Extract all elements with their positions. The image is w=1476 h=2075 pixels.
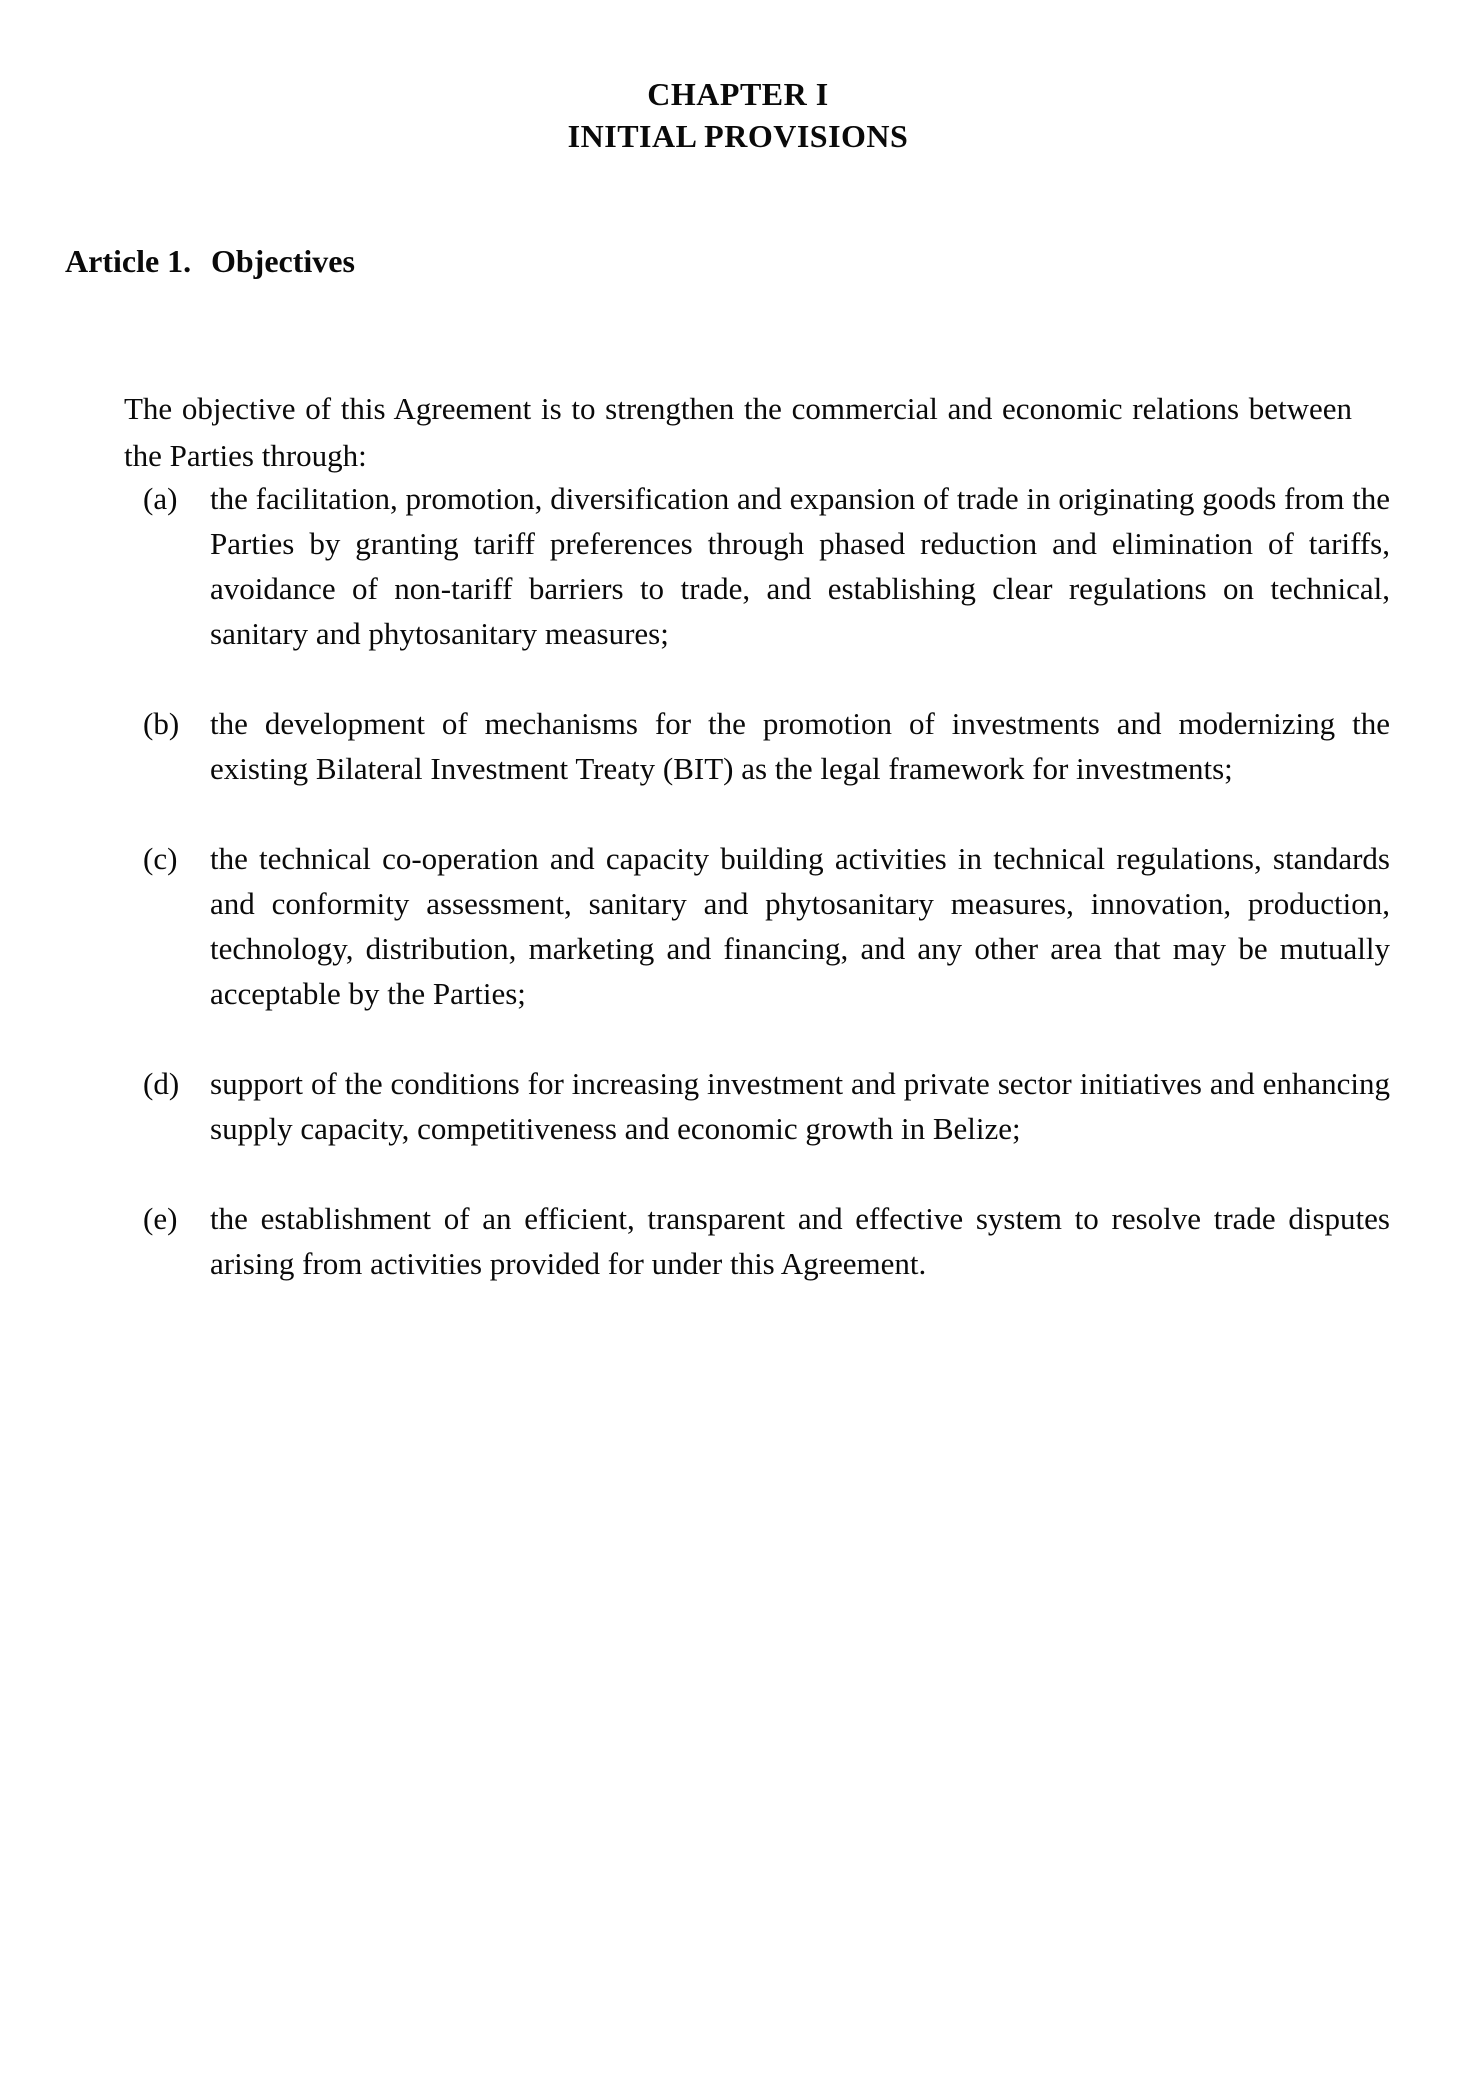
chapter-heading: CHAPTER I	[647, 76, 829, 112]
objective-label: (a)	[143, 481, 178, 516]
objective-item-a	[143, 476, 1390, 656]
intro-paragraph: The objective of this Agreement is to strengthen the commercial and economic relations between the Parties through:	[124, 391, 1352, 473]
objective-item-c	[143, 836, 1390, 1016]
objective-text: the development of mechanisms for the promotion of investments and modernizing the existing Bilateral Investment Treaty (BIT) as the legal framework for investments;	[210, 706, 1390, 786]
objective-item-e	[143, 1196, 1390, 1286]
objective-label: (e)	[143, 1201, 178, 1236]
chapter-heading-block	[0, 73, 1476, 157]
article-number: Article 1.	[65, 243, 192, 279]
objective-text: the technical co-operation and capacity building activities in technical regulations, standards and conformity assessment, sanitary and phytosanitary measures, innovation, production, technology, distribution, marketing and financing, and any other area that may be mutually acceptable by the Parties;	[210, 841, 1390, 1011]
objective-label: (d)	[143, 1066, 180, 1101]
objective-label: (b)	[143, 706, 180, 741]
objectives-list	[143, 476, 1390, 1331]
objective-label: (c)	[143, 841, 178, 876]
article-title: Objectives	[210, 243, 355, 279]
objective-item-d	[143, 1061, 1390, 1151]
objective-text: the establishment of an efficient, transparent and effective system to resolve trade disputes arising from activities provided for under this Agreement.	[210, 1201, 1390, 1281]
article-heading	[65, 240, 355, 282]
objective-item-b	[143, 701, 1390, 791]
objective-text: the facilitation, promotion, diversification and expansion of trade in originating goods from the Parties by granting tariff preferences through phased reduction and elimination of tariffs, avoidance of non-tariff barriers to trade, and establishing clear regulations on technical, sanitary and phytosanitary measures;	[210, 481, 1390, 651]
chapter-subheading: INITIAL PROVISIONS	[567, 118, 909, 154]
objective-text: support of the conditions for increasing investment and private sector initiatives and enhancing supply capacity, competitiveness and economic growth in Belize;	[210, 1066, 1390, 1146]
